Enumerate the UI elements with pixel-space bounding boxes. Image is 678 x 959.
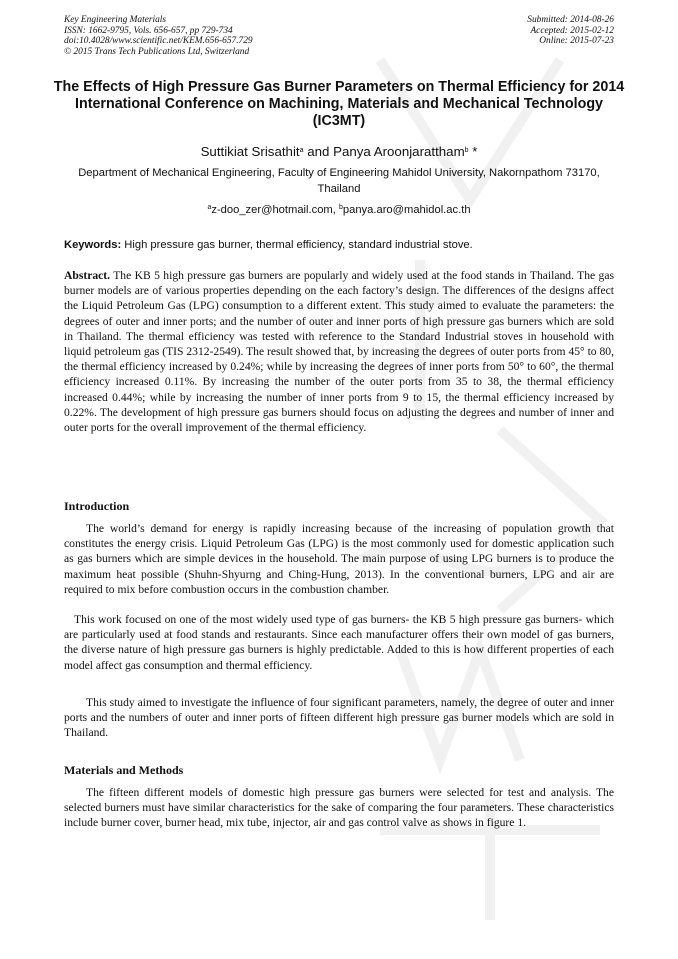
submitted-date: Submitted: 2014-08-26 bbox=[527, 15, 614, 25]
journal-name: Key Engineering Materials bbox=[64, 15, 167, 25]
doi-line: doi:10.4028/www.scientific.net/KEM.656-657.729 bbox=[64, 36, 253, 46]
corresponding-star: * bbox=[468, 144, 478, 159]
affiliation: Department of Mechanical Engineering, Faculty of Engineering Mahidol University, Nakornpathom 73170, Thailand bbox=[78, 167, 600, 195]
author-2-sup: b bbox=[464, 147, 469, 154]
introduction-paragraph-1: The world’s demand for energy is rapidly increasing because of the increasing of population growth that constitutes the energy crisis. Liquid Petroleum Gas (LPG) is the most commonly used for domestic application such as gas burners which are simple devices in the household. The main purpose of using LPG burners is to produce the maximum heat possible (Shuhn-Shyurng and Ching-Hung, 2013). In the conventional burners, LPG and air are required to mix before combustion occurs in the combustion chamber. bbox=[64, 522, 614, 596]
author-1-sup: a bbox=[299, 147, 304, 154]
issn-line: ISSN: 1662-9795, Vols. 656-657, pp 729-734 bbox=[64, 25, 233, 36]
email-line bbox=[60, 203, 618, 218]
author-2: Panya Aroonjarattham bbox=[333, 144, 465, 159]
dates-info bbox=[527, 15, 614, 47]
paper-title: The Effects of High Pressure Gas Burner Parameters on Thermal Efficiency for 2014 International Conference on Machining, Materials and Mechanical Technology (IC3MT) bbox=[53, 79, 625, 129]
introduction-heading: Introduction bbox=[64, 499, 130, 513]
introduction-paragraph-2: This work focused on one of the most widely used type of gas burners- the KB 5 high pressure gas burners- which are particularly used at food stands and restaurants. Since each manufacturer offers their own model of gas burners, the diverse nature of high pressure gas burners is highly predictable. Added to this is how different properties of each model affect gas consumption and thermal efficiency. bbox=[64, 613, 614, 672]
materials-paragraph-1: The fifteen different models of domestic high pressure gas burners were selected for test and analysis. The selected burners must have similar characteristics for the sake of comparing the four parameters. These characteristics include burner cover, burner head, mix tube, injector, air and gas control valve as shows in figure 1. bbox=[64, 786, 614, 830]
copyright-line: © 2015 Trans Tech Publications Ltd, Switzerland bbox=[64, 46, 250, 57]
materials-heading: Materials and Methods bbox=[64, 763, 184, 777]
abstract bbox=[64, 268, 614, 435]
email-b: panya.aro@mahidol.ac.th bbox=[342, 204, 471, 216]
email-a: z-doo_zer@hotmail.com, bbox=[211, 204, 339, 216]
journal-info bbox=[64, 15, 253, 57]
email-b-sup: b bbox=[338, 204, 343, 211]
author-1: Suttikiat Srisathit bbox=[200, 144, 300, 159]
introduction-paragraph-3: This study aimed to investigate the influence of four significant parameters, namely, the degree of outer and inner ports and the numbers of outer and inner ports of fifteen different high pressure gas burner models which are sold in Thailand. bbox=[64, 696, 614, 740]
author-line bbox=[60, 144, 618, 160]
abstract-label: Abstract. bbox=[64, 269, 111, 282]
email-a-sup: a bbox=[207, 204, 212, 211]
keywords bbox=[64, 238, 624, 253]
abstract-text: The KB 5 high pressure gas burners are popularly and widely used at the food stands in Thailand. The gas burner models are of various properties depending on the each factory’s design. The differences of the designs affect the Liquid Petroleum Gas (LPG) consumption to a different extent. This study aimed to evaluate the parameters: the degrees of outer and inner ports; and the number of outer and inner ports of high pressure gas burners which are sold in Thailand. The thermal efficiency was tested with reference to the Standard Industrial stoves in household with liquid petroleum gas (TIS 2312-2549). The result showed that, by increasing the degrees of outer ports from 45° to 80, the thermal efficiency increased by 0.24%; while by increasing the degrees of inner ports from 50° to 60°, the thermal efficiency increased 0.11%. By increasing the number of the outer ports from 35 to 38, the thermal efficiency increased 0.44%; while by increasing the number of inner ports from 9 to 15, the thermal efficiency increased by 0.22%. The development of high pressure gas burners should focus on adjusting the degrees and number of inner and outer ports for the overall improvement of the thermal efficiency. bbox=[64, 269, 614, 435]
keywords-text: High pressure gas burner, thermal efficiency, standard industrial stove. bbox=[121, 239, 473, 251]
online-date: Online: 2015-07-23 bbox=[539, 36, 614, 46]
keywords-label: Keywords: bbox=[64, 239, 122, 251]
accepted-date: Accepted: 2015-02-12 bbox=[530, 25, 614, 36]
author-joiner: and bbox=[303, 144, 334, 159]
